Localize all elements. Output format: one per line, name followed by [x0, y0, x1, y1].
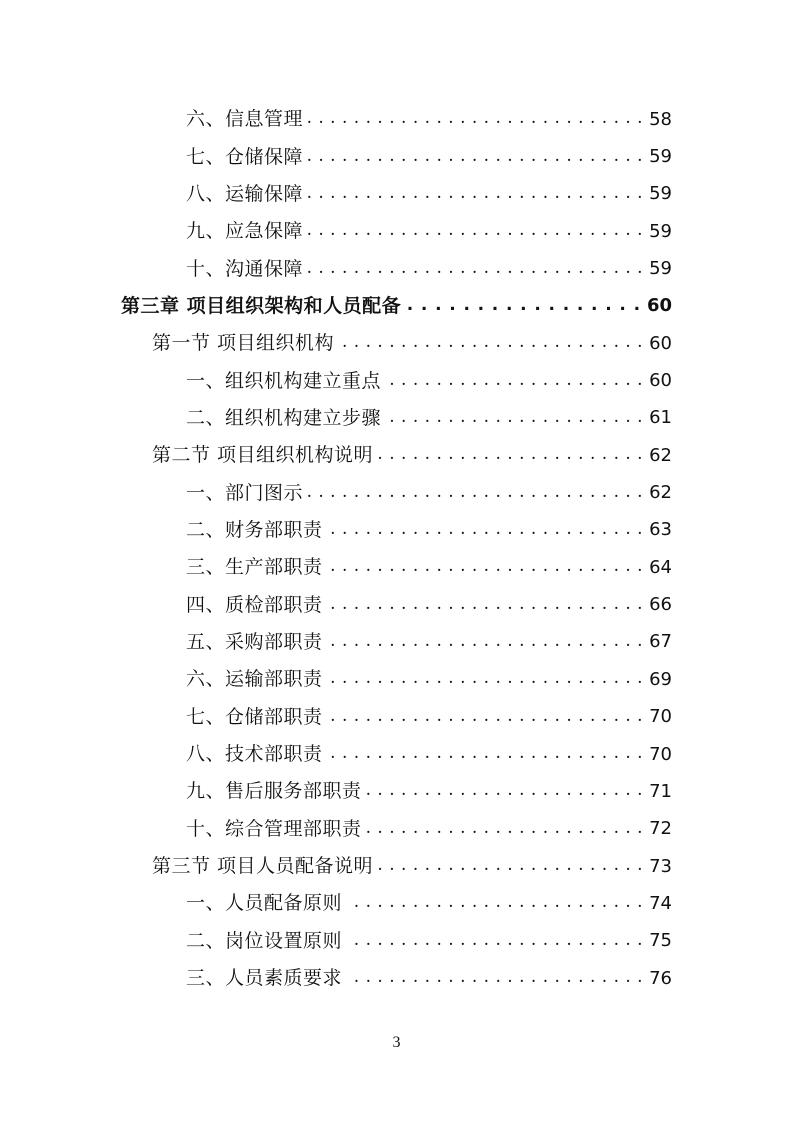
toc-dot-leader	[366, 782, 644, 801]
toc-entry[interactable]	[0, 138, 793, 175]
toc-entry[interactable]	[0, 885, 793, 922]
toc-dot-leader	[327, 670, 644, 689]
toc-entry[interactable]	[0, 811, 793, 848]
toc-dot-leader	[327, 708, 644, 727]
toc-entry-title: 一、组织机构建立重点	[186, 369, 382, 392]
toc-entry[interactable]	[0, 624, 793, 661]
toc-entry[interactable]	[0, 960, 793, 997]
toc-section-title: 第二节 项目组织机构说明	[152, 444, 374, 467]
toc-dot-leader	[405, 297, 641, 316]
toc-dot-leader	[346, 894, 643, 913]
toc-chapter-title: 第三章 项目组织架构和人员配备	[121, 294, 402, 317]
toc-entry[interactable]	[0, 923, 793, 960]
toc-entry[interactable]	[0, 250, 793, 287]
toc-dot-leader	[346, 969, 643, 988]
toc-entry[interactable]	[0, 773, 793, 810]
toc-entry[interactable]	[0, 213, 793, 250]
toc-dot-leader	[385, 372, 643, 391]
toc-entry[interactable]	[0, 176, 793, 213]
toc-entry[interactable]	[0, 400, 793, 437]
toc-page-number: 61	[649, 407, 672, 429]
toc-page-number: 72	[649, 818, 672, 840]
toc-entry-title: 十、综合管理部职责	[186, 817, 362, 840]
toc-page-number: 60	[649, 332, 672, 354]
toc-section-title: 第三节 项目人员配备说明	[152, 855, 374, 878]
toc-entry[interactable]	[0, 362, 793, 399]
toc-entry-title: 二、岗位设置原则	[186, 929, 343, 952]
toc-chapter-entry[interactable]	[0, 288, 793, 325]
toc-entry[interactable]	[0, 101, 793, 138]
toc-page-number: 66	[649, 594, 672, 616]
toc-dot-leader	[385, 409, 643, 428]
toc-entry[interactable]	[0, 661, 793, 698]
toc-dot-leader	[307, 185, 643, 204]
page-number-footer: 3	[392, 1034, 401, 1051]
toc-section-entry[interactable]	[0, 325, 793, 362]
table-of-contents	[0, 101, 793, 997]
toc-section-entry[interactable]	[0, 848, 793, 885]
toc-entry[interactable]	[0, 549, 793, 586]
toc-page-number: 63	[649, 519, 672, 541]
toc-entry[interactable]	[0, 699, 793, 736]
toc-page-number: 59	[649, 220, 672, 242]
toc-page-number: 73	[649, 855, 672, 877]
toc-entry-title: 三、人员素质要求	[186, 967, 343, 990]
toc-page-number: 74	[649, 892, 672, 914]
toc-page-number: 70	[649, 743, 672, 765]
toc-dot-leader	[307, 110, 643, 129]
toc-dot-leader	[307, 260, 643, 279]
toc-page-number: 60	[646, 295, 672, 317]
toc-entry-title: 六、运输部职责	[186, 668, 323, 691]
toc-entry-title: 四、质检部职责	[186, 593, 323, 616]
toc-dot-leader	[327, 558, 644, 577]
toc-page-number: 62	[649, 482, 672, 504]
toc-entry-title: 三、生产部职责	[186, 556, 323, 579]
toc-dot-leader	[327, 521, 644, 540]
toc-page-number: 64	[649, 556, 672, 578]
toc-dot-leader	[307, 222, 643, 241]
toc-dot-leader	[327, 596, 644, 615]
toc-entry-title: 九、售后服务部职责	[186, 780, 362, 803]
toc-section-entry[interactable]	[0, 437, 793, 474]
toc-dot-leader	[307, 484, 643, 503]
toc-page-number: 58	[649, 108, 672, 130]
toc-entry-title: 二、组织机构建立步骤	[186, 406, 382, 429]
toc-section-title: 第一节 项目组织机构	[152, 332, 335, 355]
toc-entry-title: 二、财务部职责	[186, 518, 323, 541]
toc-dot-leader	[377, 857, 643, 876]
toc-dot-leader	[338, 334, 643, 353]
toc-entry[interactable]	[0, 474, 793, 511]
toc-entry-title: 五、采购部职责	[186, 630, 323, 653]
toc-entry-title: 八、运输保障	[186, 182, 304, 205]
toc-page-number: 62	[649, 444, 672, 466]
toc-entry-title: 一、部门图示	[186, 481, 304, 504]
toc-dot-leader	[327, 745, 644, 764]
toc-page-number: 59	[649, 146, 672, 168]
toc-page-number: 75	[649, 930, 672, 952]
toc-dot-leader	[377, 446, 643, 465]
toc-dot-leader	[327, 633, 644, 652]
toc-entry-title: 一、人员配备原则	[186, 892, 343, 915]
toc-entry[interactable]	[0, 586, 793, 623]
toc-entry[interactable]	[0, 512, 793, 549]
toc-page-number: 59	[649, 183, 672, 205]
toc-page-number: 76	[649, 967, 672, 989]
toc-dot-leader	[366, 820, 644, 839]
toc-dot-leader	[346, 932, 643, 951]
toc-entry-title: 八、技术部职责	[186, 743, 323, 766]
toc-entry-title: 七、仓储部职责	[186, 705, 323, 728]
toc-entry-title: 六、信息管理	[186, 108, 304, 131]
toc-entry[interactable]	[0, 736, 793, 773]
toc-page-number: 60	[649, 370, 672, 392]
toc-page-number: 67	[649, 631, 672, 653]
toc-entry-title: 十、沟通保障	[186, 257, 304, 280]
toc-entry-title: 九、应急保障	[186, 220, 304, 243]
toc-entry-title: 七、仓储保障	[186, 145, 304, 168]
toc-dot-leader	[307, 148, 643, 167]
toc-page-number: 70	[649, 706, 672, 728]
toc-page-number: 71	[649, 780, 672, 802]
toc-page-number: 69	[649, 668, 672, 690]
toc-page-number: 59	[649, 258, 672, 280]
